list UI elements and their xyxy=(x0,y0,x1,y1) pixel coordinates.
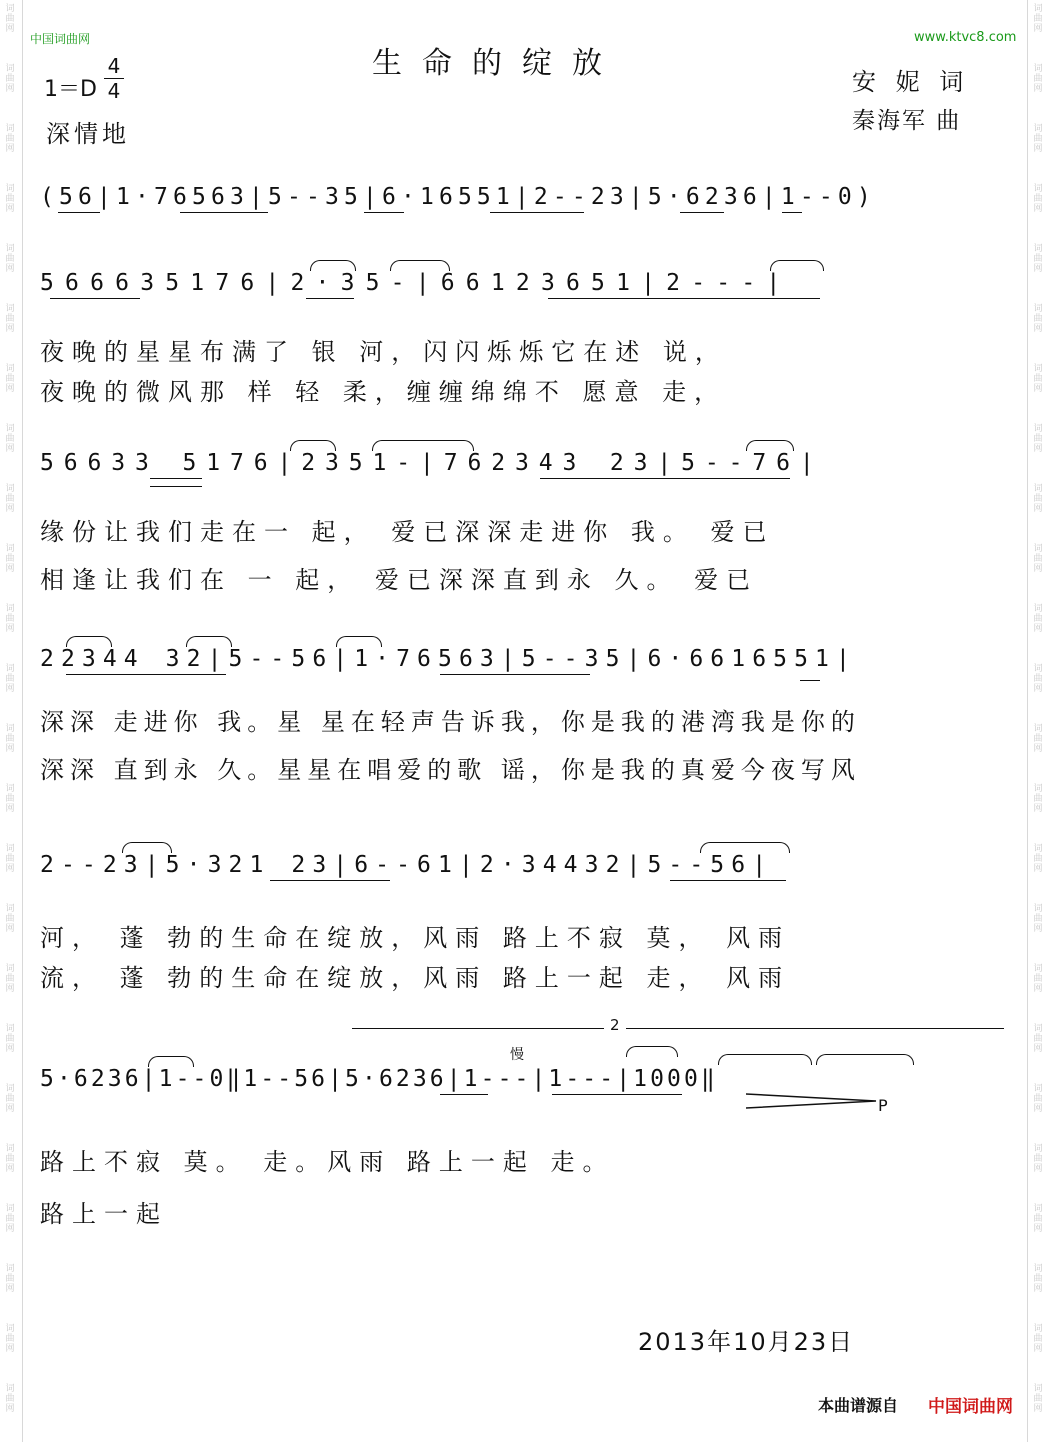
slur xyxy=(336,636,382,647)
slur xyxy=(148,1056,194,1067)
slur xyxy=(700,842,790,853)
edge-watermark-stamp: 词曲网 xyxy=(5,604,15,634)
notation-line-6: 5·6236|1--0‖1--56|5·6236|1---|1---|1000‖ xyxy=(40,1066,718,1092)
edge-watermark-stamp: 词曲网 xyxy=(5,244,15,274)
notation-line-4: 22344 32|5--56|1·76563|5--35|6·6616551| xyxy=(40,646,857,672)
lyrics-line-6b: 路上一起 xyxy=(40,1200,168,1228)
edge-watermark-stamp: 词曲网 xyxy=(1033,904,1043,934)
underline xyxy=(800,680,820,681)
dynamic-marking: P xyxy=(878,1096,888,1115)
second-ending-number: 2 xyxy=(604,1016,626,1034)
edge-watermark-stamp: 词曲网 xyxy=(1033,544,1043,574)
lyrics-line-4b: 深深 直到永 久。星星在唱爱的歌 谣，你是我的真爱今夜写风 xyxy=(40,756,861,784)
underline xyxy=(440,1094,488,1095)
edge-watermark-stamp: 词曲网 xyxy=(5,724,15,754)
edge-watermark-stamp: 词曲网 xyxy=(5,364,15,394)
edge-watermark-stamp: 词曲网 xyxy=(1033,364,1043,394)
time-signature xyxy=(104,55,124,102)
left-watermark-strip xyxy=(0,0,23,1442)
slur xyxy=(816,1054,914,1065)
edge-watermark-stamp: 词曲网 xyxy=(1033,1024,1043,1054)
site-label-left: 中国词曲网 xyxy=(30,32,91,46)
notation-line-5: 2--23|5·321 23|6--61|2·34432|5--56| xyxy=(40,852,774,878)
lyrics-line-3a: 缘份让我们走在一 起， 爱已深深走进你 我。 爱已 xyxy=(40,518,775,546)
edge-watermark-stamp: 词曲网 xyxy=(1033,964,1043,994)
site-label-right: www.ktvc8.com xyxy=(914,30,1017,45)
edge-watermark-stamp: 词曲网 xyxy=(5,1084,15,1114)
underline xyxy=(66,674,226,675)
edge-watermark-stamp: 词曲网 xyxy=(5,784,15,814)
lyrics-line-5b: 流， 蓬 勃的生命在绽放，风雨 路上一起 走， 风雨 xyxy=(40,964,791,992)
underline xyxy=(150,478,202,479)
edge-watermark-stamp: 词曲网 xyxy=(1033,1384,1043,1414)
underline xyxy=(50,298,140,299)
slur xyxy=(310,260,356,271)
edge-watermark-stamp: 词曲网 xyxy=(5,1384,15,1414)
underline xyxy=(306,298,354,299)
slow-marking: 慢 xyxy=(510,1047,524,1063)
time-denominator: 4 xyxy=(107,79,121,103)
edge-watermark-stamp: 词曲网 xyxy=(1033,4,1043,34)
edge-watermark-stamp: 词曲网 xyxy=(1033,484,1043,514)
edge-watermark-stamp: 词曲网 xyxy=(5,904,15,934)
edge-watermark-stamp: 词曲网 xyxy=(5,544,15,574)
notation-line-1: (56|1·76563|5--35|6·16551|2--23|5·6236|1--0) xyxy=(40,184,876,210)
underline xyxy=(540,478,790,479)
edge-watermark-stamp: 词曲网 xyxy=(1033,784,1043,814)
edge-watermark-stamp: 词曲网 xyxy=(1033,1264,1043,1294)
edge-watermark-stamp: 词曲网 xyxy=(1033,184,1043,214)
lyrics-line-5a: 河， 蓬 勃的生命在绽放，风雨 路上不寂 莫， 风雨 xyxy=(40,924,791,952)
edge-watermark-stamp: 词曲网 xyxy=(1033,244,1043,274)
edge-watermark-stamp: 词曲网 xyxy=(5,1264,15,1294)
second-ending-bracket xyxy=(352,1028,1004,1029)
tempo-marking: 深情地 xyxy=(46,120,130,148)
underline xyxy=(440,674,590,675)
underline xyxy=(670,880,786,881)
lyricist-credit: 安 妮 词 xyxy=(852,68,970,96)
underline xyxy=(680,212,724,213)
lyrics-line-2b: 夜晚的微风那 样 轻 柔，缠缠绵绵不 愿意 走， xyxy=(40,378,727,406)
underline xyxy=(548,298,820,299)
edge-watermark-stamp: 词曲网 xyxy=(1033,1084,1043,1114)
edge-watermark-stamp: 词曲网 xyxy=(1033,424,1043,454)
edge-watermark-stamp: 词曲网 xyxy=(1033,604,1043,634)
song-title: 生命的绽放 xyxy=(372,46,622,81)
lyrics-line-2a: 夜晚的星星布满了 银 河，闪闪烁烁它在述 说， xyxy=(40,338,727,366)
edge-watermark-stamp: 词曲网 xyxy=(5,64,15,94)
underline xyxy=(150,486,202,487)
key-signature: 1＝D xyxy=(44,77,97,102)
underline xyxy=(552,1094,682,1095)
slur xyxy=(390,260,450,271)
underline xyxy=(58,212,100,213)
underline xyxy=(490,212,584,213)
edge-watermark-stamp: 词曲网 xyxy=(1033,1324,1043,1354)
underline xyxy=(364,212,404,213)
edge-watermark-stamp: 词曲网 xyxy=(5,484,15,514)
lyrics-line-4a: 深深 走进你 我。星 星在轻声告诉我，你是我的港湾我是你的 xyxy=(40,708,861,736)
edge-watermark-stamp: 词曲网 xyxy=(1033,724,1043,754)
edge-watermark-stamp: 词曲网 xyxy=(5,844,15,874)
edge-watermark-stamp: 词曲网 xyxy=(5,4,15,34)
underline xyxy=(782,212,802,213)
edge-watermark-stamp: 词曲网 xyxy=(5,424,15,454)
edge-watermark-stamp: 词曲网 xyxy=(5,964,15,994)
lyrics-line-6a: 路上不寂 莫。 走。风雨 路上一起 走。 xyxy=(40,1148,615,1176)
slur xyxy=(770,260,824,271)
underline xyxy=(180,212,268,213)
slur xyxy=(746,440,794,451)
notation-line-2: 566635176|2·35-|66123651|2---| xyxy=(40,270,792,296)
edge-watermark-stamp: 词曲网 xyxy=(5,1024,15,1054)
edge-watermark-stamp: 词曲网 xyxy=(5,1204,15,1234)
slur xyxy=(122,842,172,853)
edge-watermark-stamp: 词曲网 xyxy=(1033,844,1043,874)
time-numerator: 4 xyxy=(107,54,121,78)
edge-watermark-stamp: 词曲网 xyxy=(1033,304,1043,334)
decrescendo-hairpin xyxy=(746,1092,878,1110)
edge-watermark-stamp: 词曲网 xyxy=(5,1144,15,1174)
edge-watermark-stamp: 词曲网 xyxy=(5,184,15,214)
slur xyxy=(66,636,112,647)
slur xyxy=(718,1054,812,1065)
slur xyxy=(626,1046,678,1057)
underline xyxy=(270,880,390,881)
edge-watermark-stamp: 词曲网 xyxy=(5,124,15,154)
source-site-link[interactable]: 中国词曲网 xyxy=(928,1397,1013,1417)
date-stamp: 2013年10月23日 xyxy=(638,1328,855,1356)
slur xyxy=(372,440,474,451)
slur xyxy=(290,440,336,451)
source-label: 本曲谱源自 xyxy=(818,1396,899,1415)
composer-credit: 秦海军 曲 xyxy=(852,108,962,134)
edge-watermark-stamp: 词曲网 xyxy=(1033,1204,1043,1234)
edge-watermark-stamp: 词曲网 xyxy=(1033,1144,1043,1174)
edge-watermark-stamp: 词曲网 xyxy=(5,1324,15,1354)
notation-line-3: 56633 5176|2351-|762343 23|5--76| xyxy=(40,450,824,476)
edge-watermark-stamp: 词曲网 xyxy=(5,664,15,694)
slur xyxy=(186,636,232,647)
edge-watermark-stamp: 词曲网 xyxy=(1033,664,1043,694)
right-watermark-strip xyxy=(1027,0,1050,1442)
edge-watermark-stamp: 词曲网 xyxy=(1033,124,1043,154)
lyrics-line-3b: 相逢让我们在 一 起， 爱已深深直到永 久。 爱已 xyxy=(40,566,759,594)
edge-watermark-stamp: 词曲网 xyxy=(1033,64,1043,94)
edge-watermark-stamp: 词曲网 xyxy=(5,304,15,334)
